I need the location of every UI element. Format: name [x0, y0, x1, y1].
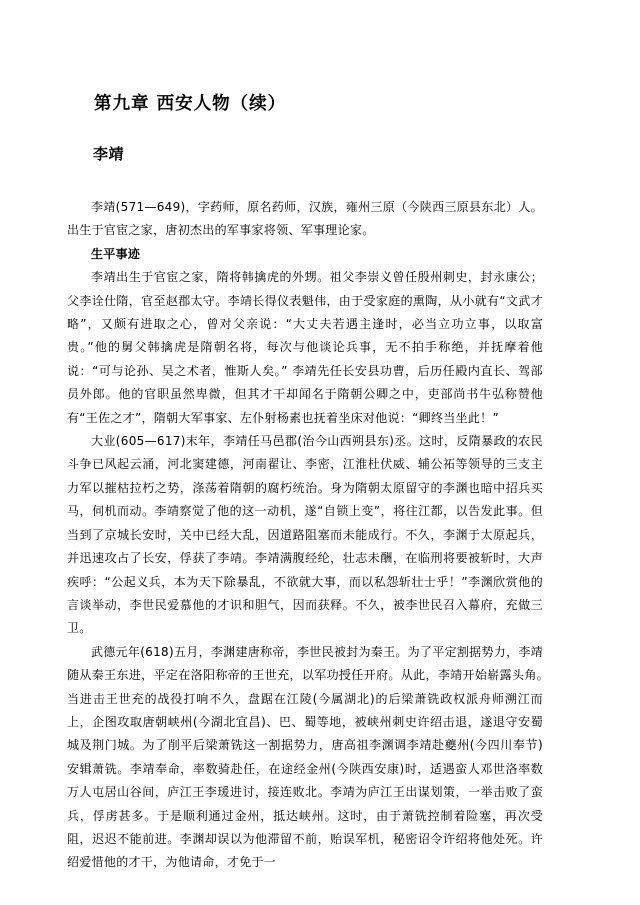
subheading-life-story: 生平事迹 [91, 246, 141, 261]
body-text [67, 196, 556, 875]
paragraph-daye-era: 大业(605—617)末年，李靖任马邑郡(治今山西朔县东)丞。这时，反隋暴政的农民斗争已风起云涌，河北窦建德，河南翟让、李密，江淮杜伏威、辅公祏等领导的三支主力军以摧枯拉朽之势，涤荡着隋朝的腐朽统治。身为隋朝太原留守的李渊也暗中招兵买马，伺机而动。李靖察觉了他的这一动机，遂“自锁上变”，将往江都，以告发此事。但当到了京城长安时，关中已经大乱，因道路阻塞而未能成行。不久，李渊于太原起兵，并迅速攻占了长安，俘获了李靖。李靖满腹经纶，壮志未酬，在临刑将要被斩时，大声疾呼：“公起义兵，本为天下除暴乱，不欲就大事，而以私怨斩壮士乎！”李渊欣赏他的言谈举动，李世民爱慕他的才识和胆气，因而获释。不久，被李世民召入幕府，充做三卫。 [67, 434, 543, 636]
paragraph-wude-era: 武德元年(618)五月，李渊建唐称帝，李世民被封为秦王。为了平定割据势力，李靖随从秦王东进，平定在洛阳称帝的王世充，以军功授任开府。从此，李靖开始崭露头角。 当进击王世充的战役打响不久，盘踞在江陵(今属湖北)的后梁萧铣政权派舟师溯江而上，企图攻取唐朝峡州(今湖北宜昌)、巴、蜀等地，被峡州刺史许绍击退，遂退守安蜀城及荆门城。为了削平后梁萧铣这一割据势力，唐高祖李渊调李靖赴夔州(今四川奉节)安辑萧铣。李靖奉命，率数骑赴任，在途经金州(今陕西安康)时，适遇蛮人邓世洛率数万人屯居山谷间，庐江王李瑗进讨，接连败北。李靖为庐江王出谋划策，一举击败了蛮兵，俘虏甚多。于是顺利通过金州，抵达峡州。这时，由于萧铣控制着险塞，再次受阻，迟迟不能前进。李渊却误以为他滞留不前，贻误军机，秘密诏令许绍将他处死。许绍爱惜他的才干，为他请命，才免于一 [67, 644, 556, 870]
person-heading: 李靖 [93, 145, 125, 163]
paragraph-intro: 李靖(571—649)，字药师，原名药师，汉族，雍州三原（今陕西三原县东北）人。出生于官宦之家，唐初杰出的军事家将领、军事理论家。 [67, 200, 543, 238]
document-content [67, 94, 556, 875]
chapter-title: 第九章 西安人物（续） [94, 94, 287, 114]
paragraph-early-life: 李靖出生于官宦之家，隋将韩擒虎的外甥。祖父李崇义曾任殷州刺史，封永康公；父李诠仕隋，官至赵郡太守。李靖长得仪表魁伟，由于受家庭的熏陶，从小就有“文武才略”，又颇有进取之心，曾对父亲说：“大丈夫若遇主逢时，必当立功立事，以取富贵。”他的舅父韩擒虎是隋朝名将，每次与他谈论兵事，无不拍手称绝，并抚摩着他说：“可与论孙、吴之术者，惟斯人矣。” 李靖先任长安县功曹，后历任殿内直长、驾部员外郎。他的官职虽然卑微，但其才干却闻名于隋朝公卿之中，吏部尚书牛弘称赞他有“王佐之才”，隋朝大军事家、左仆射杨素也抚着坐床对他说：“卿终当坐此！” [67, 270, 543, 425]
